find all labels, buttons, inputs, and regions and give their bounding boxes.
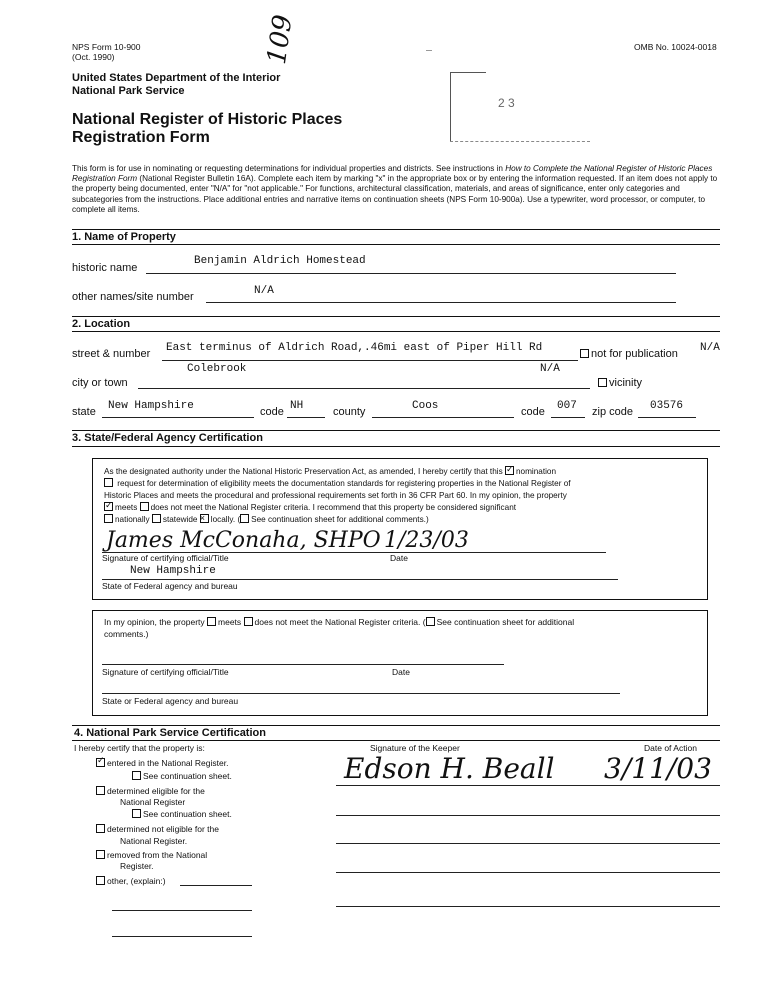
opinion-text-2: comments.) [104,629,149,639]
street-label: street & number [72,348,151,360]
vicinity[interactable]: vicinity [598,377,642,389]
street-field[interactable]: East terminus of Aldrich Road,.46mi east of Piper Hill Rd [166,342,543,354]
state-field[interactable]: New Hampshire [108,400,194,412]
service: National Park Service [72,85,185,97]
section3-heading: 3. State/Federal Agency Certification [72,432,263,444]
agency-label-2: State or Federal agency and bureau [102,696,239,706]
keeper-signature: Edson H. Beall [344,752,555,785]
other-names-label: other names/site number [72,291,194,303]
certification-date: 1/23/03 [384,528,469,553]
other-item[interactable]: other, (explain:) [96,876,166,886]
continuation-sheet-checkbox-1[interactable] [240,514,249,523]
determined-eligible-item[interactable]: determined eligible for the [96,786,205,796]
instructions-paragraph: This form is for use in nominating or requesting determinations for individual properties and districts. See instructions in How to Complete the National Register of Historic Places Registration Form (National Register Bulletin 16A). Complete each item by marking "x" in the appropriate box or by entering the information requested. If an item does not apply to the property being documented, enter "N/A" for "not applicable." For functions, architectural classification, materials, and areas of significance, enter only categories and subcategories from the instructions. Place additional entries and narrative items on continuation sheets (NPS Form 10-900a). Use a typewriter, word processor, or computer, to complete all items. [72,164,718,214]
opinion-meets-checkbox[interactable] [207,617,216,626]
historic-name-field[interactable]: Benjamin Aldrich Homestead [194,255,366,267]
signature-official-label: Signature of certifying official/Title [102,553,229,563]
state-code-field[interactable]: NH [290,400,304,412]
entered-item[interactable]: ✓ entered in the National Register. [97,755,229,768]
request-determination-checkbox[interactable] [104,478,113,487]
locally-checkbox[interactable]: × [200,514,209,523]
date-label: Date [390,553,408,563]
section4-heading: 4. National Park Service Certification [74,727,266,739]
not-for-publication-checkbox[interactable] [580,349,589,358]
city-label: city or town [72,377,128,389]
receipt-stamp [426,44,596,144]
other-names-field[interactable]: N/A [254,285,274,297]
date-of-action-value: 3/11/03 [604,752,712,785]
omb-number: OMB No. 10024-0018 [634,42,717,52]
statewide-checkbox[interactable] [152,514,161,523]
form-number: NPS Form 10-900 [72,42,141,52]
not-eligible-checkbox[interactable] [96,824,105,833]
county-code-field[interactable]: 007 [557,400,577,412]
other-checkbox[interactable] [96,876,105,885]
vicinity-checkbox[interactable] [598,378,607,387]
county-code-label: code [521,406,545,418]
zip-field[interactable]: 03576 [650,400,684,412]
section1-heading: 1. Name of Property [72,231,176,243]
certifying-official-signature: James McConaha, SHPO [106,528,381,553]
continuation-sheet-checkbox-2[interactable] [426,617,435,626]
handwritten-number: 109 [262,12,299,67]
removed-checkbox[interactable] [96,850,105,859]
county-label: county [333,406,366,418]
date-label-2: Date [392,667,410,677]
state-agency-field[interactable]: New Hampshire [130,565,216,577]
signature-official-label-2: Signature of certifying official/Title [102,667,229,677]
historic-name-label: historic name [72,262,138,274]
nationally-checkbox[interactable] [104,514,113,523]
keeper-signature-label: Signature of the Keeper [370,743,460,753]
not-eligible-item[interactable]: determined not eligible for the [96,824,219,834]
nps-certify-intro: I hereby certify that the property is: [74,743,205,753]
form-date: (Oct. 1990) [72,52,115,62]
see-continuation-checkbox-2[interactable] [132,809,141,818]
state-certification-text: As the designated authority under the National Historic Preservation Act, as amended, I hereby certify that this ✓ nomination request for determination of eligibility meets the documentation standards for registering properties in the National Register of Historic Places and meets the procedural and professional requirements set forth in 36 CFR Part 60. In my opinion, the property ✓ meets does not meet the National Register criteria. I recommend that this property be considered significant nationally statewide × locally. ( See continuation sheet for additional comments.) [104,464,571,524]
does-not-meet-checkbox[interactable] [140,502,149,511]
county-field[interactable]: Coos [412,400,439,412]
determined-eligible-line2: National Register [120,797,186,807]
nfp-value: N/A [700,342,720,354]
determined-eligible-checkbox[interactable] [96,786,105,795]
state-code-label: code [260,406,284,418]
removed-item[interactable]: removed from the National [96,850,207,860]
form-title-line2: Registration Form [72,129,210,146]
not-eligible-line2: National Register. [120,836,188,846]
meets-checkbox[interactable]: ✓ [105,500,113,510]
opinion-does-not-meet-checkbox[interactable] [244,617,253,626]
date-of-action-label: Date of Action [644,743,697,753]
opinion-text: In my opinion, the property meets does not meet the National Register criteria. ( See continuation sheet for additional [104,617,575,627]
city-field[interactable]: Colebrook [187,363,247,375]
entered-checkbox[interactable]: ✓ [97,755,105,765]
state-agency-label: State of Federal agency and bureau [102,581,238,591]
vicinity-value: N/A [540,363,560,375]
not-for-publication[interactable]: not for publication [580,348,678,360]
nomination-checkbox[interactable]: ✓ [505,464,514,474]
department: United States Department of the Interior [72,72,281,84]
zip-label: zip code [592,406,633,418]
removed-line2: Register. [120,861,154,871]
see-continuation-1[interactable]: See continuation sheet. [132,771,232,781]
stamp-number: 2 3 [498,96,515,110]
see-continuation-checkbox-1[interactable] [132,771,141,780]
form-title-line1: National Register of Historic Places [72,111,343,128]
state-label: state [72,406,96,418]
section2-heading: 2. Location [72,318,131,330]
see-continuation-2[interactable]: See continuation sheet. [132,809,232,819]
